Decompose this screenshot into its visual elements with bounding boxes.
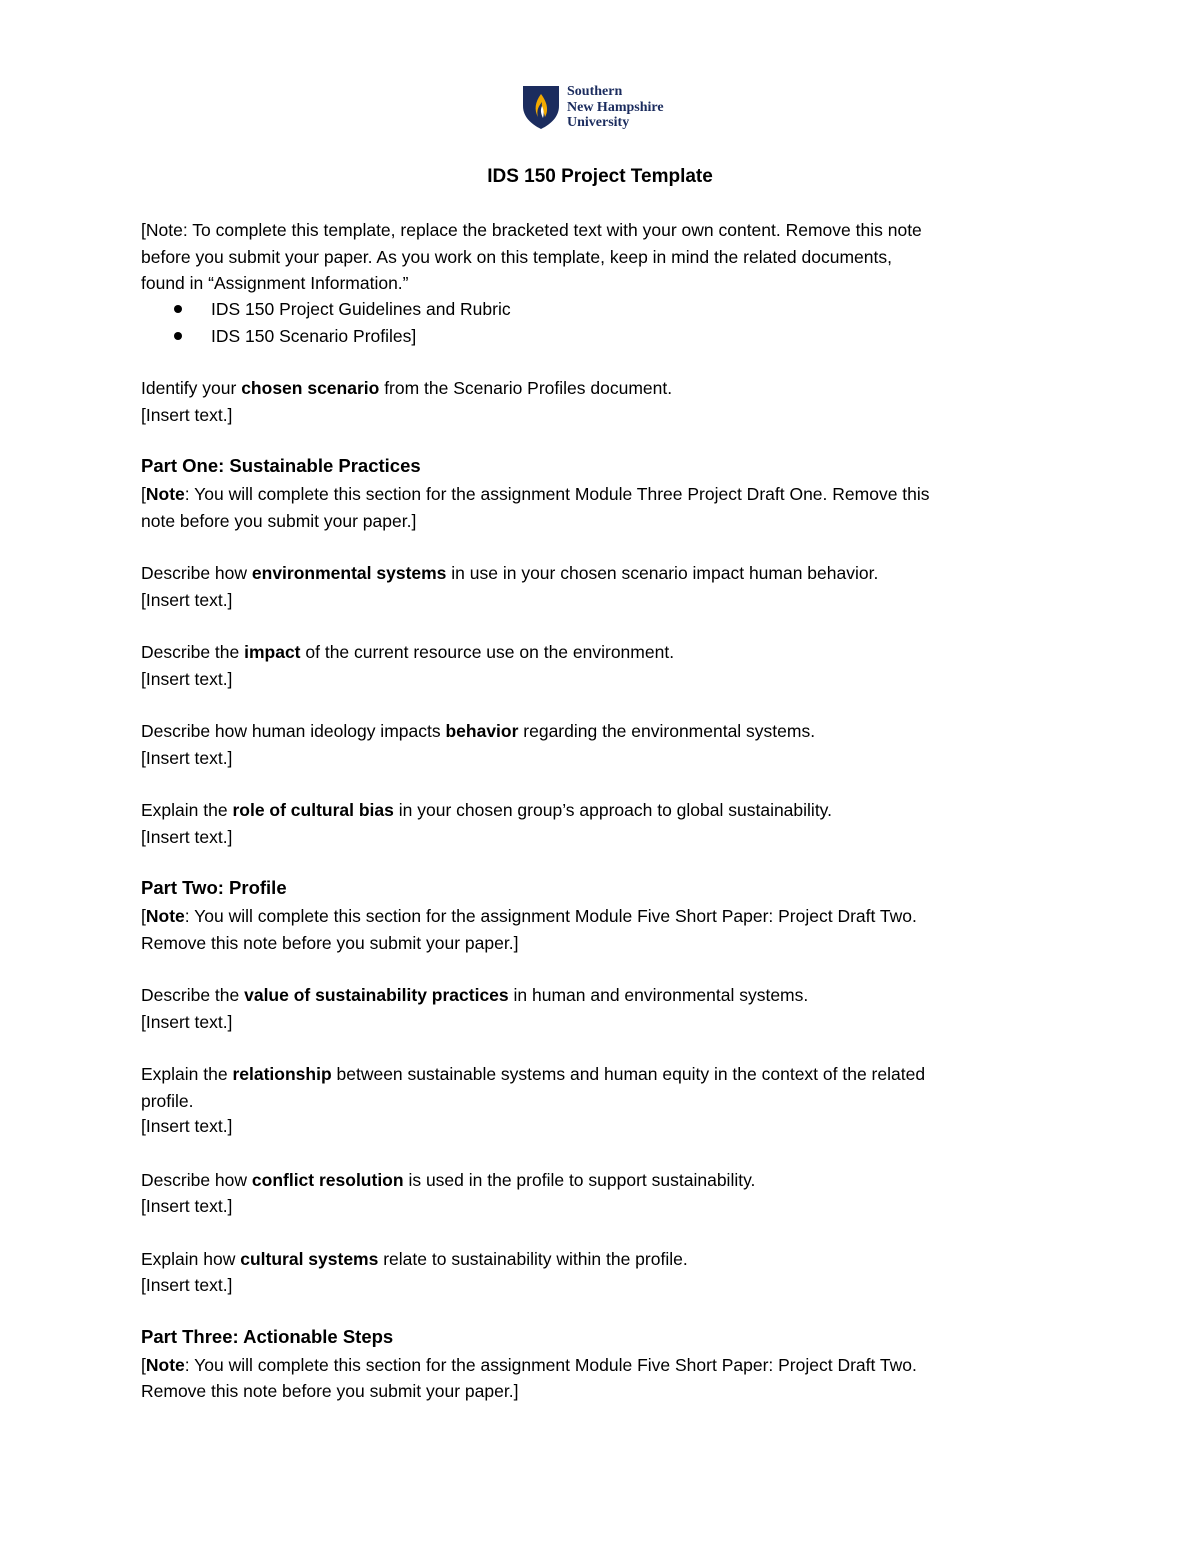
prompt-text: Describe the <box>141 985 245 1005</box>
prompt-continuation: profile. <box>141 1091 194 1111</box>
insert-text-placeholder[interactable]: [Insert text.] <box>141 590 233 610</box>
prompt <box>141 799 832 821</box>
prompt-text: in use in your chosen scenario impact human behavior. <box>446 563 879 583</box>
intro-note-line-2: before you submit your paper. As you work on this template, keep in mind the related documents, <box>141 247 892 267</box>
bullet-item: IDS 150 Scenario Profiles] <box>211 326 417 346</box>
bullet-icon <box>174 305 182 313</box>
part-one-heading: Part One: Sustainable Practices <box>141 455 421 476</box>
prompt-keyword: cultural systems <box>240 1249 379 1269</box>
prompt <box>141 641 674 663</box>
intro-note-line-1: [Note: To complete this template, replace the bracketed text with your own content. Remove this note <box>141 220 922 240</box>
part-two-note-line-1 <box>141 905 917 927</box>
prompt-text: Explain the <box>141 1064 233 1084</box>
prompt-text: Describe how <box>141 563 252 583</box>
prompt-text: Describe the <box>141 642 245 662</box>
logo-line-3: University <box>567 115 630 130</box>
prompt-keyword: value of sustainability practices <box>244 985 509 1005</box>
prompt-text: in your chosen group’s approach to global sustainability. <box>393 800 832 820</box>
prompt-keyword: environmental systems <box>251 563 447 583</box>
note-text: : You will complete this section for the assignment Module Three Project Draft One. Remove this <box>184 484 930 504</box>
bracket: [ <box>141 906 146 926</box>
part-two-note-line-2: Remove this note before you submit your paper.] <box>141 933 519 953</box>
part-three-note-line-2: Remove this note before you submit your paper.] <box>141 1381 519 1401</box>
prompt-text: Describe how <box>141 1170 252 1190</box>
note-label: Note <box>145 484 185 504</box>
prompt-keyword: role of cultural bias <box>232 800 394 820</box>
prompt-keyword: chosen scenario <box>241 378 380 398</box>
bracket: [ <box>141 484 146 504</box>
part-one-note-line-2: note before you submit your paper.] <box>141 511 417 531</box>
prompt <box>141 720 815 742</box>
bullet-icon <box>174 332 182 340</box>
prompt <box>141 1169 755 1191</box>
bullet-item: IDS 150 Project Guidelines and Rubric <box>211 299 511 319</box>
part-three-heading: Part Three: Actionable Steps <box>141 1326 394 1347</box>
prompt-text: from the Scenario Profiles document. <box>379 378 673 398</box>
insert-text-placeholder[interactable]: [Insert text.] <box>141 1116 233 1136</box>
prompt-keyword: behavior <box>445 721 519 741</box>
university-logo <box>521 84 691 134</box>
prompt-text: Explain the <box>141 800 233 820</box>
note-text: : You will complete this section for the assignment Module Five Short Paper: Project Draft Two. <box>184 1355 917 1375</box>
prompt <box>141 984 808 1006</box>
part-two-heading: Part Two: Profile <box>141 877 287 898</box>
document-title: IDS 150 Project Template <box>487 166 713 187</box>
logo-wordmark <box>567 84 664 131</box>
prompt <box>141 1248 688 1270</box>
insert-text-placeholder[interactable]: [Insert text.] <box>141 1012 233 1032</box>
insert-text-placeholder[interactable]: [Insert text.] <box>141 1196 233 1216</box>
prompt <box>141 562 878 584</box>
prompt <box>141 1063 925 1085</box>
logo-line-2: New Hampshire <box>567 99 664 115</box>
insert-text-placeholder[interactable]: [Insert text.] <box>141 405 233 425</box>
part-three-note-line-1 <box>141 1354 917 1376</box>
scenario-prompt <box>141 377 672 399</box>
prompt-keyword: conflict resolution <box>251 1170 404 1190</box>
prompt-text: between sustainable systems and human equity in the context of the related <box>331 1064 926 1084</box>
prompt-text: Describe how human ideology impacts <box>141 721 446 741</box>
logo-line-1: Southern <box>567 84 623 99</box>
prompt-text: is used in the profile to support sustainability. <box>403 1170 756 1190</box>
prompt-text: of the current resource use on the environment. <box>300 642 675 662</box>
prompt-text: Identify your <box>141 378 242 398</box>
note-text: : You will complete this section for the assignment Module Five Short Paper: Project Draft Two. <box>184 906 917 926</box>
insert-text-placeholder[interactable]: [Insert text.] <box>141 827 233 847</box>
note-label: Note <box>145 1355 185 1375</box>
insert-text-placeholder[interactable]: [Insert text.] <box>141 1275 233 1295</box>
insert-text-placeholder[interactable]: [Insert text.] <box>141 669 233 689</box>
prompt-text: Explain how <box>141 1249 241 1269</box>
prompt-keyword: relationship <box>232 1064 332 1084</box>
prompt-text: regarding the environmental systems. <box>518 721 816 741</box>
part-one-note-line-1 <box>141 483 930 505</box>
prompt-text: relate to sustainability within the profile. <box>378 1249 688 1269</box>
bracket: [ <box>141 1355 146 1375</box>
prompt-keyword: impact <box>244 642 301 662</box>
note-label: Note <box>145 906 185 926</box>
prompt-text: in human and environmental systems. <box>508 985 809 1005</box>
intro-note-line-3: found in “Assignment Information.” <box>141 273 409 293</box>
shield-flame-icon <box>521 84 561 130</box>
insert-text-placeholder[interactable]: [Insert text.] <box>141 748 233 768</box>
